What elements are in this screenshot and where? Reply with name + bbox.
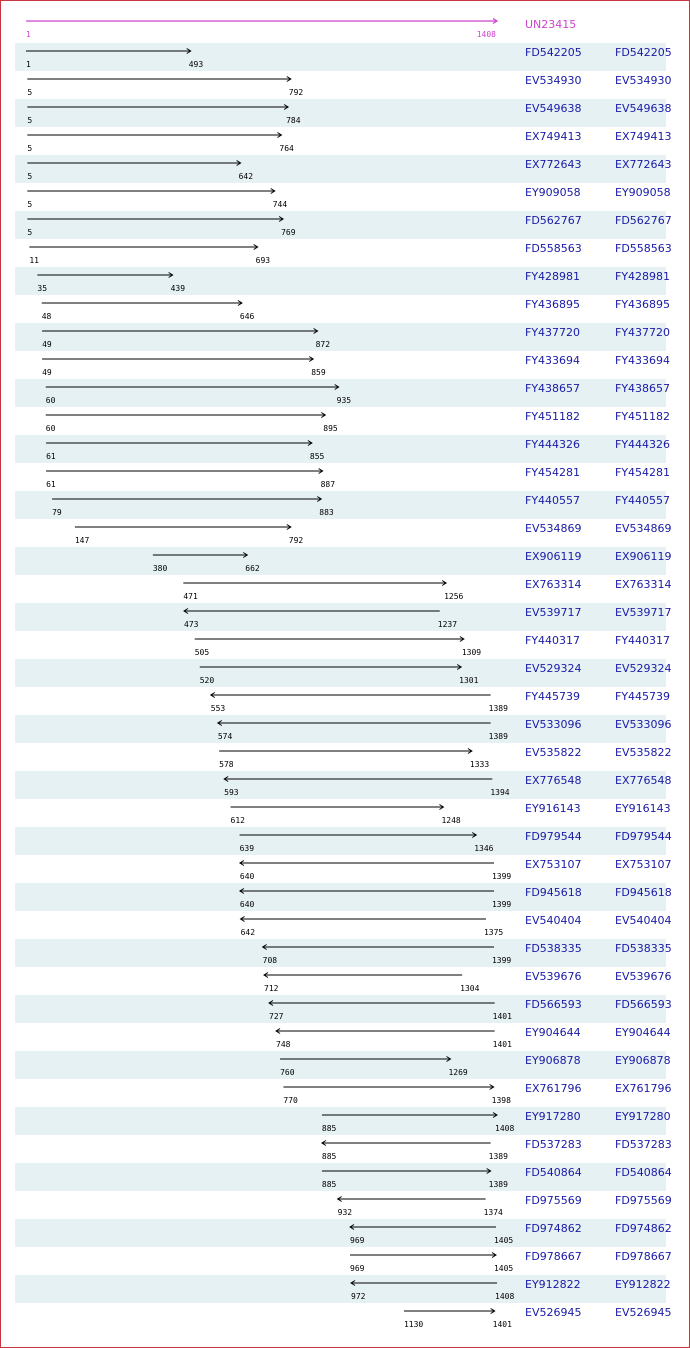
track-end-label: 895 <box>323 424 338 433</box>
sequence-link-secondary[interactable]: EX906119 <box>615 550 672 563</box>
track-end-label: 1401 <box>492 1320 512 1329</box>
sequence-link[interactable]: EV540404 <box>525 914 582 927</box>
track-end-label: 1408 <box>495 1292 515 1301</box>
sequence-link[interactable]: FY440317 <box>525 634 581 647</box>
track-end-label: 1248 <box>441 816 461 825</box>
sequence-link-secondary[interactable]: EY904644 <box>615 1026 671 1039</box>
track-start-label: 574 <box>217 732 233 741</box>
reference-end-label: 1408 <box>476 30 496 39</box>
track-end-label: 1389 <box>488 1152 508 1161</box>
sequence-link-secondary[interactable]: EV539717 <box>615 606 672 619</box>
sequence-link-secondary[interactable]: EV540404 <box>615 914 672 927</box>
sequence-link-secondary[interactable]: EX753107 <box>615 858 672 871</box>
track-start-label: 5 <box>27 172 33 181</box>
track-start-label: 61 <box>46 452 56 461</box>
sequence-link-secondary[interactable]: EV539676 <box>615 970 672 983</box>
track-start-label: 708 <box>262 956 278 965</box>
track-start-label: 593 <box>224 788 239 797</box>
sequence-link-secondary[interactable]: EV535822 <box>615 746 672 759</box>
sequence-link-secondary[interactable]: FY454281 <box>615 466 671 479</box>
track-end-label: 872 <box>315 340 331 349</box>
sequence-link-secondary[interactable]: FD945618 <box>615 886 672 899</box>
sequence-link[interactable]: EX776548 <box>525 774 582 787</box>
track-end-label: 1389 <box>488 732 508 741</box>
track-start-label: 972 <box>351 1292 366 1301</box>
sequence-link-secondary[interactable]: FY451182 <box>615 410 671 423</box>
sequence-link[interactable]: EV533096 <box>525 718 582 731</box>
track-start-label: 505 <box>194 648 210 657</box>
sequence-link[interactable]: FD979544 <box>525 830 582 843</box>
track-end-label: 1405 <box>493 1264 514 1273</box>
sequence-link[interactable]: EX753107 <box>525 858 582 871</box>
track-start-label: 748 <box>276 1040 291 1049</box>
track-end-label: 1401 <box>492 1040 512 1049</box>
track-end-label: 935 <box>336 396 352 405</box>
sequence-link-secondary[interactable]: EX761796 <box>615 1082 672 1095</box>
sequence-link[interactable]: EY917280 <box>525 1110 581 1123</box>
sequence-link[interactable]: EY916143 <box>525 802 581 815</box>
sequence-link-secondary[interactable]: FD979544 <box>615 830 672 843</box>
sequence-link[interactable]: FD540864 <box>525 1166 582 1179</box>
sequence-link[interactable]: FY444326 <box>525 438 581 451</box>
track-start-label: 1 <box>26 60 31 69</box>
track-start-label: 49 <box>42 368 52 377</box>
track-start-label: 5 <box>27 200 33 209</box>
sequence-link[interactable]: FD537283 <box>525 1138 582 1151</box>
track-start-label: 642 <box>240 928 256 937</box>
sequence-link[interactable]: EV535822 <box>525 746 582 759</box>
sequence-link[interactable]: FY454281 <box>525 466 581 479</box>
track-end-label: 859 <box>311 368 326 377</box>
track-end-label: 1405 <box>493 1236 514 1245</box>
track-end-label: 1237 <box>437 620 458 629</box>
sequence-link[interactable]: FD558563 <box>525 242 582 255</box>
track-start-label: 11 <box>29 256 39 265</box>
track-start-label: 1130 <box>403 1320 424 1329</box>
sequence-link[interactable]: FD562767 <box>525 214 582 227</box>
sequence-link[interactable]: FY437720 <box>525 326 581 339</box>
sequence-link-secondary[interactable]: EX776548 <box>615 774 672 787</box>
sequence-link-secondary[interactable]: FD562767 <box>615 214 672 227</box>
sequence-link[interactable]: EV539676 <box>525 970 582 983</box>
sequence-link-secondary[interactable]: FD538335 <box>615 942 672 955</box>
sequence-link-secondary[interactable]: EV533096 <box>615 718 672 731</box>
sequence-link[interactable]: FD975569 <box>525 1194 582 1207</box>
track-start-label: 885 <box>321 1152 337 1161</box>
track-end-label: 1399 <box>491 900 512 909</box>
track-start-label: 640 <box>239 900 255 909</box>
sequence-link-secondary[interactable]: FY440557 <box>615 494 671 507</box>
sequence-link-secondary[interactable]: FY440317 <box>615 634 671 647</box>
sequence-link-secondary[interactable]: FY428981 <box>615 270 671 283</box>
sequence-link-secondary[interactable]: EX763314 <box>615 578 672 591</box>
track-start-label: 60 <box>45 424 56 433</box>
track-start-label: 760 <box>280 1068 295 1077</box>
track-end-label: 1399 <box>491 956 512 965</box>
sequence-link[interactable]: EX749413 <box>525 130 582 143</box>
track-end-label: 744 <box>272 200 288 209</box>
track-start-label: 520 <box>199 676 215 685</box>
track-start-label: 770 <box>283 1096 298 1105</box>
sequence-link[interactable]: EX772643 <box>525 158 582 171</box>
track-start-label: 60 <box>45 396 56 405</box>
track-start-label: 640 <box>239 872 255 881</box>
sequence-link-secondary[interactable]: EY912822 <box>615 1278 671 1291</box>
track-start-label: 932 <box>337 1208 353 1217</box>
sequence-link[interactable]: EV539717 <box>525 606 582 619</box>
track-end-label: 1346 <box>474 844 494 853</box>
track-end-label: 1304 <box>460 984 480 993</box>
track-end-label: 1309 <box>461 648 482 657</box>
track-start-label: 612 <box>230 816 245 825</box>
sequence-link[interactable]: EX761796 <box>525 1082 582 1095</box>
sequence-link-secondary[interactable]: FY444326 <box>615 438 671 451</box>
track-end-label: 1408 <box>495 1124 515 1133</box>
sequence-link[interactable]: FD945618 <box>525 886 582 899</box>
sequence-link[interactable]: FD538335 <box>525 942 582 955</box>
track-start-label: 5 <box>27 116 33 125</box>
track-end-label: 646 <box>239 312 255 321</box>
track-end-label: 693 <box>255 256 271 265</box>
track-end-label: 1256 <box>444 592 464 601</box>
track-start-label: 885 <box>321 1124 337 1133</box>
sequence-link[interactable]: EV549638 <box>525 102 582 115</box>
sequence-link[interactable]: FD542205 <box>525 46 582 59</box>
track-end-label: 784 <box>286 116 301 125</box>
track-start-label: 5 <box>27 88 33 97</box>
track-start-label: 48 <box>41 312 52 321</box>
sequence-link-secondary[interactable]: FY445739 <box>615 690 671 703</box>
sequence-link[interactable]: FY436895 <box>525 298 581 311</box>
sequence-link-secondary[interactable]: FD542205 <box>615 46 672 59</box>
sequence-link-secondary[interactable]: FD974862 <box>615 1222 672 1235</box>
track-end-label: 493 <box>188 60 204 69</box>
sequence-link-secondary[interactable]: EX772643 <box>615 158 672 171</box>
sequence-link-secondary[interactable]: FD975569 <box>615 1194 672 1207</box>
sequence-link[interactable]: FY445739 <box>525 690 581 703</box>
sequence-link-secondary[interactable]: FD978667 <box>615 1250 672 1263</box>
track-end-label: 792 <box>288 88 304 97</box>
sequence-link-secondary[interactable]: FD540864 <box>615 1166 672 1179</box>
sequence-link[interactable]: FY451182 <box>525 410 581 423</box>
track-end-label: 1401 <box>492 1012 512 1021</box>
sequence-link-secondary[interactable]: FY436895 <box>615 298 671 311</box>
reference-label: UN23415 <box>525 18 577 31</box>
track-end-label: 1389 <box>488 1180 508 1189</box>
sequence-link-secondary[interactable]: FY433694 <box>615 354 671 367</box>
sequence-link[interactable]: EV526945 <box>525 1306 582 1319</box>
track-start-label: 5 <box>27 228 33 237</box>
sequence-link[interactable]: FD566593 <box>525 998 582 1011</box>
track-start-label: 969 <box>350 1236 365 1245</box>
track-start-label: 885 <box>321 1180 337 1189</box>
sequence-link-secondary[interactable]: EY906878 <box>615 1054 671 1067</box>
sequence-link[interactable]: FD974862 <box>525 1222 582 1235</box>
sequence-link-secondary[interactable]: EY916143 <box>615 802 671 815</box>
sequence-link[interactable]: EX763314 <box>525 578 582 591</box>
track-end-label: 1375 <box>483 928 504 937</box>
track-end-label: 642 <box>238 172 254 181</box>
alignment-tracks <box>1 1 689 1347</box>
sequence-link[interactable]: EY909058 <box>525 186 581 199</box>
track-start-label: 380 <box>152 564 168 573</box>
track-end-label: 1389 <box>488 704 508 713</box>
track-end-label: 1333 <box>469 760 490 769</box>
track-start-label: 49 <box>42 340 52 349</box>
track-end-label: 1394 <box>490 788 510 797</box>
track-start-label: 147 <box>74 536 90 545</box>
sequence-link-secondary[interactable]: EV529324 <box>615 662 672 675</box>
sequence-link-secondary[interactable]: EX749413 <box>615 130 672 143</box>
track-start-label: 61 <box>46 480 56 489</box>
sequence-link[interactable]: EX906119 <box>525 550 582 563</box>
sequence-link[interactable]: EV534869 <box>525 522 582 535</box>
sequence-link[interactable]: EY906878 <box>525 1054 581 1067</box>
track-end-label: 855 <box>309 452 325 461</box>
sequence-link-secondary[interactable]: EY917280 <box>615 1110 671 1123</box>
track-end-label: 1399 <box>491 872 512 881</box>
track-end-label: 887 <box>320 480 336 489</box>
sequence-link-secondary[interactable]: EV549638 <box>615 102 672 115</box>
track-end-label: 1398 <box>491 1096 511 1105</box>
track-end-label: 1301 <box>459 676 479 685</box>
track-start-label: 727 <box>269 1012 284 1021</box>
sequence-link-secondary[interactable]: FY437720 <box>615 326 671 339</box>
track-end-label: 764 <box>279 144 294 153</box>
sequence-link-secondary[interactable]: EV534869 <box>615 522 672 535</box>
track-end-label: 1374 <box>483 1208 503 1217</box>
sequence-link-secondary[interactable]: EV526945 <box>615 1306 672 1319</box>
sequence-link-secondary[interactable]: FD558563 <box>615 242 672 255</box>
track-start-label: 553 <box>210 704 226 713</box>
sequence-link-secondary[interactable]: EY909058 <box>615 186 671 199</box>
sequence-link[interactable]: EV529324 <box>525 662 582 675</box>
sequence-link[interactable]: EY912822 <box>525 1278 581 1291</box>
sequence-link[interactable]: FY440557 <box>525 494 581 507</box>
track-end-label: 792 <box>288 536 304 545</box>
track-start-label: 969 <box>350 1264 365 1273</box>
sequence-link-secondary[interactable]: FD566593 <box>615 998 672 1011</box>
track-end-label: 662 <box>245 564 260 573</box>
sequence-link[interactable]: EV534930 <box>525 74 582 87</box>
track-end-label: 769 <box>281 228 296 237</box>
track-end-label: 1269 <box>448 1068 468 1077</box>
sequence-link[interactable]: FY433694 <box>525 354 581 367</box>
sequence-link-secondary[interactable]: EV534930 <box>615 74 672 87</box>
sequence-link[interactable]: FY428981 <box>525 270 581 283</box>
track-start-label: 473 <box>184 620 199 629</box>
track-start-label: 639 <box>239 844 255 853</box>
sequence-link-secondary[interactable]: FD537283 <box>615 1138 672 1151</box>
sequence-link[interactable]: FD978667 <box>525 1250 582 1263</box>
reference-start-label: 1 <box>26 30 31 39</box>
track-end-label: 883 <box>319 508 334 517</box>
track-start-label: 35 <box>37 284 48 293</box>
track-start-label: 5 <box>27 144 33 153</box>
sequence-link[interactable]: FY438657 <box>525 382 581 395</box>
track-start-label: 578 <box>219 760 234 769</box>
track-start-label: 712 <box>264 984 279 993</box>
sequence-link[interactable]: EY904644 <box>525 1026 581 1039</box>
sequence-link-secondary[interactable]: FY438657 <box>615 382 671 395</box>
track-start-label: 79 <box>52 508 62 517</box>
track-start-label: 471 <box>183 592 198 601</box>
track-end-label: 439 <box>170 284 186 293</box>
